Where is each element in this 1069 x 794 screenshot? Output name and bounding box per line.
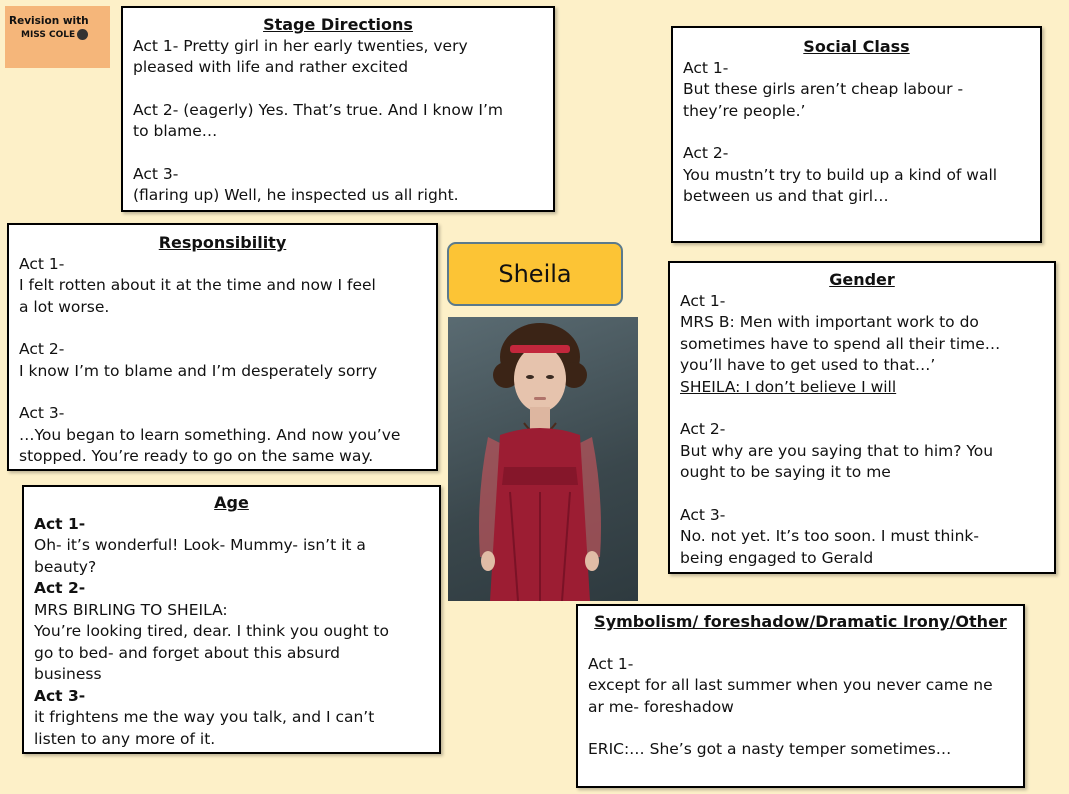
text-line: being engaged to Gerald [680,548,874,567]
social-class-title: Social Class [803,37,910,56]
text-line: Oh- it’s wonderful! Look- Mummy- isn’t it a [34,536,366,554]
gender-lines [680,291,1044,570]
text-line: MRS B: Men with important work to do [680,313,979,331]
symbolism-box [576,604,1025,788]
text-line: Act 1- [34,514,86,533]
text-line: business [34,665,102,683]
text-line [133,79,543,100]
text-line: Act 3- [34,686,86,705]
text-line: (flaring up) Well, he inspected us all right. [133,186,459,204]
text-line: ar me- foreshadow [588,697,734,716]
text-line: it frightens me the way you talk, and I can’t [34,708,375,726]
text-line: …You began to learn something. And now you’ve [19,425,401,444]
text-line: Act 3- [19,404,65,422]
text-line: pleased with life and rather excited [133,58,409,76]
age-box [22,485,441,754]
text-line [680,398,1044,419]
text-line: You’re looking tired, dear. I think you ought to [34,622,389,640]
stage-directions-box [121,6,555,212]
age-lines [34,514,429,751]
text-line [133,143,543,164]
sheila-portrait [448,317,638,601]
text-line: ought to be saying it to me [680,463,891,481]
gender-title: Gender [829,270,895,289]
text-line: beauty? [34,557,97,576]
social-class-box [671,26,1042,243]
text-line [588,718,1013,739]
text-line: Act 2- [34,579,86,597]
text-line: MRS BIRLING TO SHEILA: [34,600,228,619]
symbolism-title: Symbolism/ foreshadow/Dramatic Irony/Other [594,612,1007,631]
text-line: ERIC:… She’s got a nasty temper sometimes… [588,740,952,758]
text-line: go to bed- and forget about this absurd [34,643,341,662]
text-line: Act 1- [680,291,726,310]
text-line: except for all last summer when you never came ne [588,676,993,694]
symbolism-lines [588,633,1013,761]
text-line [683,122,1030,143]
text-line: to blame… [133,122,218,140]
text-line: I know I’m to blame and I’m desperately sorry [19,361,378,380]
text-line: Act 3- [680,505,726,524]
text-line [19,318,426,339]
text-line: Act 2- [680,420,726,438]
text-line: SHEILA: I don’t believe I will [680,377,897,396]
text-line: Act 1- [19,254,65,273]
responsibility-title: Responsibility [158,233,287,252]
character-name-label: Sheila [447,242,623,306]
text-line: Act 1- [683,58,729,77]
text-line: You mustn’t try to build up a kind of wall [683,165,998,184]
text-line: Act 2- [683,144,729,162]
text-line: listen to any more of it. [34,729,216,748]
logo [5,6,110,68]
responsibility-lines [19,254,426,468]
text-line [588,633,1013,654]
responsibility-box [7,223,438,471]
text-line: sometimes have to spend all their time… [680,334,1001,353]
text-line: Act 3- [133,164,179,183]
portrait-illustration [448,317,638,601]
text-line: But these girls aren’t cheap labour - [683,80,964,98]
text-line: Act 2- (eagerly) Yes. That’s true. And I know I’m [133,100,504,119]
stage-directions-lines [133,36,543,207]
text-line [680,484,1044,505]
text-line: But why are you saying that to him? You [680,441,994,460]
text-line: you’ll have to get used to that…’ [680,356,936,374]
text-line: No. not yet. It’s too soon. I must think- [680,527,979,545]
text-line: a lot worse. [19,297,110,316]
logo-line1: Revision with [9,15,89,27]
text-line [19,382,426,403]
social-class-lines [683,58,1030,208]
avatar-icon [77,29,88,40]
text-line: Act 2- [19,340,65,358]
text-line: I felt rotten about it at the time and now I feel [19,276,376,294]
stage-directions-title: Stage Directions [263,15,413,34]
gender-box [668,261,1056,574]
text-line: Act 1- Pretty girl in her early twenties, very [133,36,468,55]
text-line: between us and that girl… [683,187,889,205]
text-line: stopped. You’re ready to go on the same way. [19,447,374,465]
logo-line2: MISS COLE [9,28,106,42]
age-title: Age [214,493,249,512]
text-line: they’re people.’ [683,101,806,120]
text-line: Act 1- [588,654,634,673]
